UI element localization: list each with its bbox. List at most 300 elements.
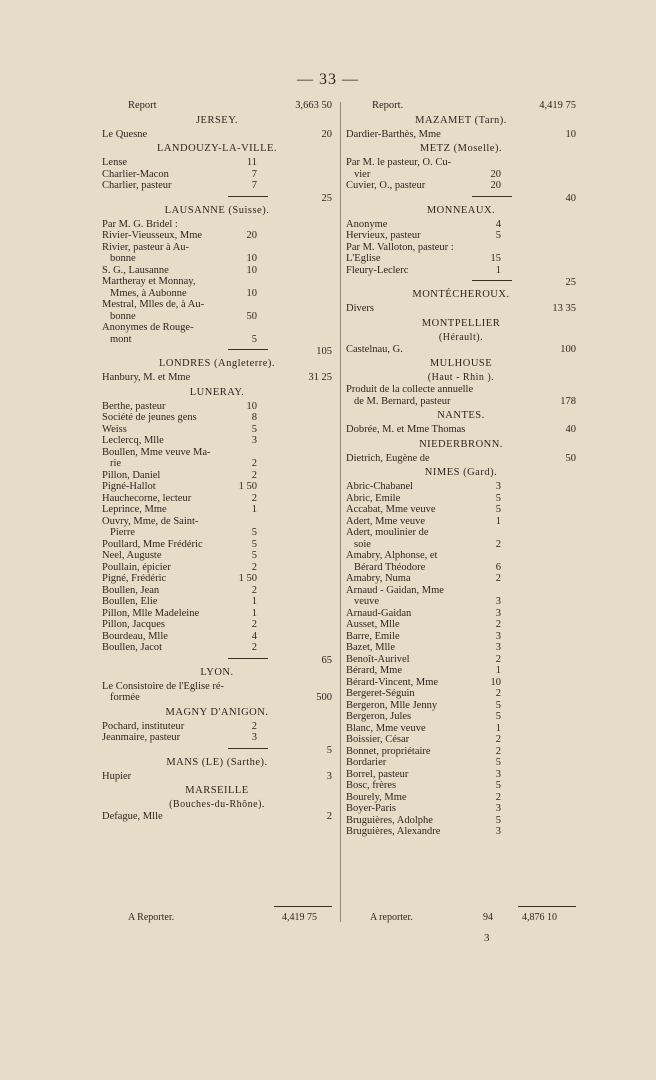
entry-value: 3	[495, 596, 501, 607]
entry-value: 20	[246, 230, 257, 241]
entry-value: 3	[495, 607, 501, 619]
entry-name: Bergeron, Jules	[346, 711, 412, 722]
entry-row	[102, 681, 332, 693]
entry-value: 2	[495, 653, 501, 665]
subtotal-rule	[228, 748, 268, 749]
entry-name: Ausset, Mlle	[346, 619, 400, 630]
entry-row	[102, 811, 332, 823]
entry-name: Bordarier	[346, 757, 387, 768]
subtotal-line	[102, 345, 332, 355]
entry-row	[346, 157, 576, 169]
entry-row	[102, 585, 332, 597]
entry-value: 3	[495, 630, 501, 642]
section-heading: MONNEAUX.	[426, 204, 496, 216]
entry-row	[346, 384, 576, 396]
entry-row	[346, 585, 576, 597]
subtotal-rule	[228, 196, 268, 197]
entry-row	[346, 527, 576, 539]
entry-value: 20	[490, 168, 501, 180]
entry-row	[346, 815, 576, 827]
entry-value: 2	[495, 791, 501, 803]
entry-row	[346, 481, 576, 493]
section-subheading: (Hérault).	[438, 331, 484, 343]
entry-name: Hervieux, pasteur	[346, 230, 421, 241]
entry-row	[102, 642, 332, 654]
entry-name: Abric, Emile	[346, 492, 401, 504]
entry-row	[346, 826, 576, 838]
subtotal-amount: 65	[321, 654, 332, 666]
entry-name: Bosc, frères	[346, 780, 397, 791]
entry-name: Cuvier, O., pasteur	[346, 180, 426, 191]
entry-value: 2	[495, 734, 501, 745]
entry-value: 10	[246, 264, 257, 276]
entry-value: 5	[495, 699, 501, 711]
entry-name: Le Quesne	[102, 128, 148, 140]
entry-row	[346, 219, 576, 231]
entry-value: 11	[246, 157, 257, 168]
entry-row	[102, 732, 332, 744]
subtotal-line	[346, 276, 576, 286]
subtotal-rule	[472, 196, 512, 197]
entry-name: Defague, Mlle	[102, 811, 163, 822]
entry-row	[102, 412, 332, 424]
entry-row	[346, 734, 576, 746]
entry-value: 2	[251, 458, 257, 469]
entry-row	[346, 803, 576, 815]
entry-name: Boullen, Elie	[102, 596, 158, 607]
entry-name: Borrel, pasteur	[346, 768, 409, 780]
entry-name: Hupier	[102, 770, 132, 782]
subtotal-amount: 25	[565, 277, 576, 288]
entry-name: Bérard Théodore	[354, 561, 426, 573]
entry-row	[102, 692, 332, 704]
entry-amount: 40	[565, 424, 576, 435]
entry-value: 1	[495, 264, 501, 276]
entry-row	[346, 169, 576, 181]
entry-name: Boullen, Jacot	[102, 642, 163, 653]
entry-row	[346, 539, 576, 551]
entry-row	[346, 573, 576, 585]
entry-value: 2	[251, 469, 257, 481]
entry-row	[102, 311, 332, 323]
entry-value: 4	[251, 630, 257, 642]
right-carry-amount: 4,876 10	[522, 912, 557, 923]
entry-value: 1	[251, 504, 257, 515]
entry-name: Rivier-Vieusseux, Mme	[102, 230, 203, 241]
entry-value: 2	[251, 492, 257, 504]
entry-row	[346, 550, 576, 562]
entry-row	[102, 481, 332, 493]
entry-name: Pochard, instituteur	[102, 720, 185, 732]
entry-name: Boyer-Paris	[346, 803, 396, 814]
entry-value: 6	[495, 561, 501, 573]
entry-row	[102, 288, 332, 300]
entry-row	[102, 299, 332, 311]
entry-name: Report.	[372, 100, 404, 111]
entry-row	[102, 435, 332, 447]
right-column	[346, 100, 576, 838]
entry-row	[346, 453, 576, 465]
entry-name: Castelnau, G.	[346, 343, 403, 355]
entry-name: Pillon, Mlle Madeleine	[102, 607, 200, 619]
entry-value: 5	[495, 230, 501, 241]
entry-name: Bergeret-Séguin	[346, 688, 415, 699]
entry-name: Par M. Valloton, pasteur :	[346, 241, 454, 253]
entry-row	[346, 596, 576, 608]
entry-value: 3	[251, 435, 257, 446]
entry-row	[102, 573, 332, 585]
entry-amount: 500	[316, 692, 332, 703]
section-heading: JERSEY.	[195, 114, 239, 126]
entry-name: Pigné, Frédéric	[102, 573, 167, 584]
entry-row	[346, 265, 576, 277]
page-number: — 33 —	[297, 71, 359, 88]
entry-name: Boullen, Jean	[102, 584, 160, 596]
entry-row	[346, 303, 576, 315]
entry-row	[102, 539, 332, 551]
entry-value: 5	[251, 333, 257, 345]
entry-name: Adert, moulinier de	[346, 527, 429, 538]
entry-name: veuve	[354, 596, 380, 607]
entry-value: 5	[495, 504, 501, 515]
entry-row	[102, 504, 332, 516]
entry-value: 7	[251, 168, 257, 180]
right-bottom-rule	[518, 906, 576, 907]
entry-name: Martheray et Monnay,	[102, 276, 196, 287]
entry-value: 2	[251, 561, 257, 573]
entry-row	[102, 447, 332, 459]
entry-name: Bruguières, Alexandre	[346, 826, 441, 837]
entry-row	[102, 129, 332, 141]
entry-name: Leprince, Mme	[102, 504, 167, 515]
entry-name: Fleury-Leclerc	[346, 264, 409, 276]
section-heading: LYON.	[200, 666, 234, 678]
entry-name: Ouvry, Mme, de Saint-	[102, 515, 199, 527]
entry-name: S. G., Lausanne	[102, 264, 169, 276]
entry-name: Arnaud-Gaidan	[346, 607, 412, 619]
entry-row	[346, 180, 576, 192]
left-bottom-rule	[274, 906, 332, 907]
entry-row	[346, 700, 576, 712]
entry-row	[102, 619, 332, 631]
entry-row	[102, 169, 332, 181]
entry-value: 15	[490, 253, 501, 264]
subtotal-line	[102, 192, 332, 202]
entry-name: Accabat, Mme veuve	[346, 504, 436, 515]
entry-value: 5	[495, 814, 501, 826]
entry-value: 1 50	[238, 573, 257, 584]
entry-row	[102, 631, 332, 643]
entry-row	[102, 265, 332, 277]
entry-name: Pigné-Hallot	[102, 481, 156, 492]
entry-name: Bazet, Mlle	[346, 642, 395, 653]
entry-value: 2	[251, 584, 257, 596]
entry-value: 10	[490, 676, 501, 688]
entry-name: Hanbury, M. et Mme	[102, 372, 191, 383]
entry-value: 1	[495, 515, 501, 527]
entry-row	[102, 276, 332, 288]
entry-name: Boullen, Mme veuve Ma-	[102, 446, 211, 458]
entry-name: Amabry, Numa	[346, 573, 411, 584]
entry-name: Bruguières, Adolphe	[346, 814, 433, 826]
entry-row	[346, 654, 576, 666]
entry-value: 2	[251, 619, 257, 630]
report-row	[102, 100, 332, 112]
entry-value: 1	[495, 665, 501, 676]
entry-name: Poullain, épicier	[102, 561, 171, 573]
section-heading: MAZAMET (Tarn).	[415, 114, 507, 126]
section-subheading: (Bouches-du-Rhône).	[169, 799, 265, 810]
section-heading: LONDRES (Angleterre).	[158, 358, 276, 369]
entry-value: 5	[495, 711, 501, 722]
entry-value: 10	[246, 400, 257, 412]
entry-row	[346, 504, 576, 516]
signature-mark: 3	[484, 932, 490, 944]
entry-name: Produit de la collecte annuelle	[346, 384, 474, 395]
subtotal-rule	[472, 280, 512, 281]
entry-amount: 2	[326, 811, 332, 822]
entry-amount: 50	[565, 452, 576, 464]
entry-name: formée	[110, 692, 140, 703]
entry-row	[102, 771, 332, 783]
column-divider	[340, 102, 341, 922]
entry-row	[102, 334, 332, 346]
entry-value: 2	[251, 642, 257, 653]
entry-row	[102, 401, 332, 413]
entry-value: 10	[246, 287, 257, 299]
entry-row	[102, 219, 332, 231]
entry-value: 50	[246, 310, 257, 322]
entry-name: Poullard, Mme Frédéric	[102, 538, 203, 550]
section-heading: NANTES.	[437, 410, 485, 421]
section-heading: MONTPELLIER	[421, 317, 501, 329]
entry-value: 1 50	[238, 481, 257, 492]
entry-row	[102, 550, 332, 562]
entry-name: Bérard-Vincent, Mme	[346, 676, 439, 688]
entry-value: 2	[495, 619, 501, 630]
entry-row	[346, 516, 576, 528]
entry-row	[346, 253, 576, 265]
entry-amount: 31 25	[308, 372, 332, 383]
entry-name: Bérard, Mme	[346, 665, 402, 676]
entry-value: 5	[251, 423, 257, 435]
subtotal-line	[102, 654, 332, 664]
entry-name: Bourely, Mme	[346, 791, 407, 803]
entry-name: Boissier, César	[346, 734, 410, 745]
entry-row	[102, 470, 332, 482]
entry-row	[102, 458, 332, 470]
left-carry-amount: 4,419 75	[282, 912, 317, 923]
entry-name: Adert, Mme veuve	[346, 515, 426, 527]
entry-value: 3	[495, 481, 501, 492]
entry-value: 5	[251, 527, 257, 538]
entry-name: Leclercq, Mlle	[102, 435, 164, 446]
entry-name: Par M. G. Bridel :	[102, 218, 178, 230]
entry-value: 5	[251, 550, 257, 561]
entry-name: Abric-Chabanel	[346, 481, 414, 492]
entry-name: rie	[110, 458, 122, 469]
entry-row	[346, 344, 576, 356]
entry-name: Report	[128, 100, 157, 111]
entry-name: Anonymes de Rouge-	[102, 322, 194, 333]
entry-name: Charlier, pasteur	[102, 180, 172, 191]
entry-amount: 13 35	[552, 303, 576, 314]
entry-row	[346, 711, 576, 723]
section-heading: MONTÉCHEROUX.	[412, 289, 510, 300]
entry-row	[102, 527, 332, 539]
entry-row	[346, 129, 576, 141]
subtotal-rule	[228, 658, 268, 659]
entry-name: bonne	[110, 253, 136, 264]
entry-name: Bonnet, propriétaire	[346, 745, 431, 757]
section-heading: MANS (LE) (Sarthe).	[166, 756, 268, 768]
entry-row	[346, 677, 576, 689]
entry-name: Divers	[346, 303, 374, 314]
entry-amount: 3,663 50	[295, 100, 332, 111]
subtotal-amount: 25	[321, 192, 332, 204]
entry-row	[102, 562, 332, 574]
entry-name: Charlier-Macon	[102, 168, 169, 180]
section-heading: LUNERAY.	[189, 386, 245, 398]
entry-row	[346, 769, 576, 781]
entry-row	[346, 608, 576, 620]
entry-name: Le Consistoire de l'Eglise ré-	[102, 680, 225, 692]
entry-value: 2	[251, 720, 257, 732]
entry-row	[346, 746, 576, 758]
entry-value: 3	[251, 732, 257, 743]
entry-row	[346, 723, 576, 735]
entry-row	[346, 424, 576, 436]
entry-value: 10	[246, 253, 257, 264]
right-carry-label: A reporter.	[370, 912, 413, 923]
entry-row	[102, 424, 332, 436]
entry-name: Lense	[102, 157, 128, 168]
section-heading: NIEDERBRONN.	[419, 438, 503, 450]
entry-row	[346, 780, 576, 792]
entry-name: Anonyme	[346, 218, 388, 230]
entry-amount: 20	[321, 128, 332, 140]
entry-row	[102, 253, 332, 265]
entry-value: 5	[495, 492, 501, 504]
entry-name: Neel, Auguste	[102, 550, 162, 561]
section-subheading: (Haut - Rhin ).	[427, 372, 495, 383]
entry-row	[346, 688, 576, 700]
entry-value: 1	[251, 596, 257, 607]
entry-name: Rivier, pasteur à Au-	[102, 241, 190, 253]
subtotal-amount: 5	[326, 744, 332, 756]
entry-row	[346, 665, 576, 677]
entry-row	[102, 230, 332, 242]
entry-amount: 100	[560, 343, 576, 355]
entry-row	[346, 642, 576, 654]
entry-row	[346, 562, 576, 574]
entry-name: vier	[354, 168, 371, 180]
right-carry-value: 94	[483, 912, 493, 923]
entry-row	[346, 230, 576, 242]
entry-name: mont	[110, 333, 132, 345]
entry-row	[346, 757, 576, 769]
entry-name: Arnaud - Gaidan, Mme	[346, 584, 444, 596]
subtotal-rule	[228, 349, 268, 350]
entry-value: 3	[495, 642, 501, 653]
entry-name: Mmes, à Aubonne	[110, 287, 187, 299]
entry-name: bonne	[110, 310, 136, 322]
entry-name: Benoît-Aurivel	[346, 653, 410, 665]
section-heading: LAUSANNE (Suisse).	[164, 204, 270, 216]
entry-value: 2	[495, 538, 501, 550]
entry-name: L'Eglise	[346, 253, 381, 264]
entry-name: Dietrich, Eugène de	[346, 452, 430, 464]
subtotal-amount: 40	[565, 192, 576, 204]
entry-name: Barre, Emile	[346, 630, 400, 642]
entry-amount: 10	[565, 128, 576, 140]
entry-row	[102, 516, 332, 528]
entry-value: 1	[251, 607, 257, 619]
entry-value: 5	[251, 538, 257, 550]
entry-name: Hauchecorne, lecteur	[102, 492, 192, 504]
section-heading: MARSEILLE	[185, 785, 249, 796]
entry-row	[102, 242, 332, 254]
entry-value: 3	[495, 803, 501, 814]
section-heading: MULHOUSE	[429, 358, 493, 369]
entry-row	[346, 493, 576, 505]
entry-row	[346, 619, 576, 631]
entry-name: Pillon, Daniel	[102, 469, 161, 481]
entry-value: 20	[490, 180, 501, 191]
entry-name: Dardier-Barthès, Mme	[346, 128, 441, 140]
entry-row	[102, 322, 332, 334]
entry-name: soie	[354, 538, 371, 550]
entry-name: Weiss	[102, 423, 127, 435]
section-heading: MAGNY D'ANIGON.	[165, 706, 269, 718]
entry-name: Berthe, pasteur	[102, 400, 166, 412]
entry-row	[102, 596, 332, 608]
entry-name: Blanc, Mme veuve	[346, 722, 426, 734]
section-heading: NIMES (Gard).	[424, 467, 498, 478]
left-carry-label: A Reporter.	[128, 912, 175, 923]
section-heading: LANDOUZY-LA-VILLE.	[156, 143, 278, 154]
entry-name: Société de jeunes gens	[102, 412, 197, 423]
subtotal-line	[102, 744, 332, 754]
entry-value: 2	[495, 688, 501, 699]
entry-name: Bergeron, Mlle Jenny	[346, 699, 438, 711]
entry-value: 2	[495, 745, 501, 757]
subtotal-amount: 105	[316, 346, 332, 357]
entry-value: 8	[251, 412, 257, 423]
entry-row	[102, 157, 332, 169]
entry-value: 4	[495, 218, 501, 230]
entry-row	[102, 180, 332, 192]
entry-row	[346, 396, 576, 408]
entry-name: Dobrée, M. et Mme Thomas	[346, 424, 466, 435]
entry-value: 2	[495, 573, 501, 584]
entry-value: 1	[495, 722, 501, 734]
entry-name: Par M. le pasteur, O. Cu-	[346, 157, 452, 168]
report-row	[346, 100, 576, 112]
entry-name: de M. Bernard, pasteur	[354, 395, 451, 407]
entry-name: Jeanmaire, pasteur	[102, 732, 181, 743]
subtotal-line	[346, 192, 576, 202]
left-column	[102, 100, 332, 823]
entry-name: Pillon, Jacques	[102, 619, 165, 630]
entry-row	[346, 792, 576, 804]
entry-row	[102, 372, 332, 384]
entry-amount: 3	[326, 770, 332, 782]
entry-value: 5	[495, 780, 501, 791]
section-heading: METZ (Moselle).	[419, 143, 503, 154]
entry-value: 3	[495, 768, 501, 780]
entry-value: 3	[495, 826, 501, 837]
